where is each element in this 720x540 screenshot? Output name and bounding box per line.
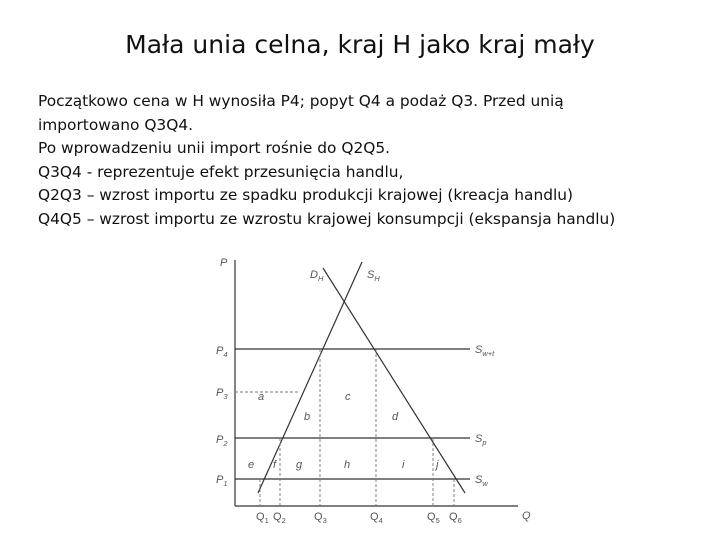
quantity-tick-label: $Q_3$ <box>314 511 327 525</box>
price-tick-label: $P_1$ <box>216 474 228 488</box>
price-line-label: $S_w$ <box>475 474 488 488</box>
body-line: Q4Q5 – wzrost importu ze wzrostu krajowej konsumpcji (ekspansja handlu) <box>38 209 616 228</box>
area-label-i: i <box>402 459 405 471</box>
price-line-label: $S_{w+t}$ <box>475 344 495 358</box>
y-axis-label: P <box>220 257 228 269</box>
slide-body <box>38 90 708 231</box>
body-line: Początkowo cena w H wynosiła P4; popyt Q4 a podaż Q3. Przed unią <box>38 92 564 110</box>
area-label-c: c <box>345 391 351 403</box>
area-label-e: e <box>248 459 255 471</box>
quantity-tick-label: $Q_5$ <box>427 511 440 525</box>
quantity-tick-label: $Q_4$ <box>370 511 383 525</box>
area-label-j: j <box>436 459 439 471</box>
price-tick-label: $P_4$ <box>216 345 228 359</box>
body-line: Q2Q3 – wzrost importu ze spadku produkcji krajowej (kreacja handlu) <box>38 186 574 204</box>
area-label-g: g <box>296 459 303 471</box>
price-line-label: $S_p$ <box>475 433 487 447</box>
body-line: Po wprowadzeniu unii import rośnie do Q2Q5. <box>38 139 391 157</box>
price-tick-label: $P_3$ <box>216 387 228 401</box>
customs-union-diagram <box>200 248 560 538</box>
slide-title: Mała unia celna, kraj H jako kraj mały <box>125 30 595 59</box>
quantity-tick-label: $Q_1$ <box>256 511 269 525</box>
demand-label: $D_H$ <box>310 269 324 283</box>
area-label-h: h <box>344 459 351 471</box>
body-line: importowano Q3Q4. <box>38 115 194 134</box>
quantity-tick-label: $Q_2$ <box>273 511 286 525</box>
body-line: Q3Q4 - reprezentuje efekt przesunięcia handlu, <box>38 162 404 181</box>
supply-label: $S_H$ <box>367 269 380 283</box>
price-tick-label: $P_2$ <box>216 434 228 448</box>
area-label-d: d <box>392 411 399 423</box>
quantity-tick-label: $Q_6$ <box>449 511 462 525</box>
area-label-a: a <box>258 391 265 403</box>
area-label-b: b <box>304 411 311 423</box>
x-axis-label: Q <box>522 510 531 522</box>
area-label-f: f <box>273 459 277 471</box>
